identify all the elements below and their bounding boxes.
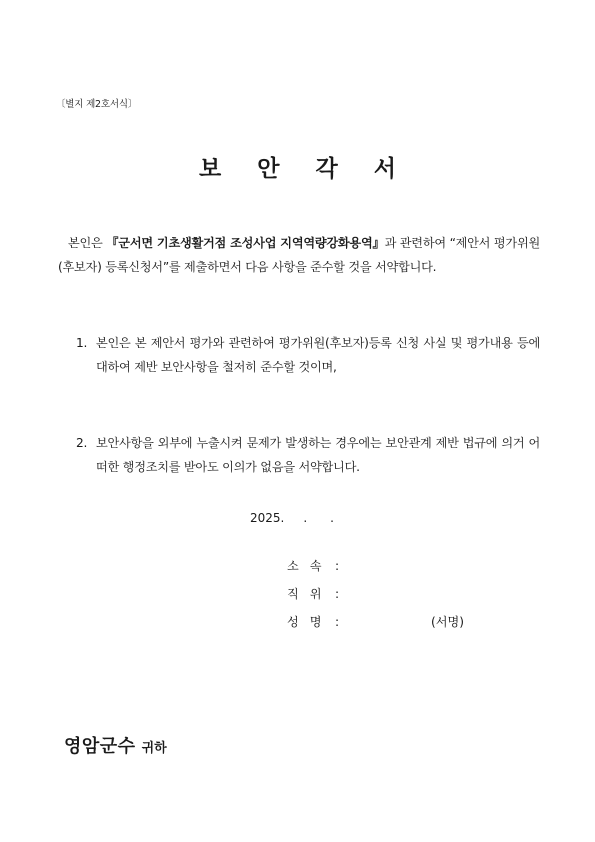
pledge-item-text: 보안사항을 외부에 누출시켜 문제가 발생하는 경우에는 보안관계 제반 법규에 의거 어떠한 행정조치를 받아도 이의가 없음을 서약합니다. [96,436,540,474]
addressee-suffix: 귀하 [141,741,167,756]
name-row [287,613,464,630]
document-title: 보 안 각 서 [199,156,410,182]
intro-paragraph [58,231,540,279]
addressee-name: 영암군수 [64,736,136,757]
position-label: 직위 [287,587,333,601]
addressee [64,732,167,758]
pledge-item-text: 본인은 본 제안서 평가와 관련하여 평가위원(후보자)등록 신청 사실 및 평가내용 등에 대하여 제반 보안사항을 철저히 준수할 것이며, [96,336,540,374]
intro-prefix: 본인은 [68,236,107,250]
form-number-label: 〔별지 제2호서식〕 [56,99,138,110]
position-row [287,585,345,602]
pledge-item-number: 1. [76,336,88,350]
affiliation-row [287,557,345,574]
pledge-item-2 [76,431,540,479]
date-line: 2025. . . [250,511,334,525]
project-name: 『군서면 기초생활거점 조성사업 지역역량강화용역』 [106,236,385,250]
name-label: 성명 [287,615,333,629]
colon: : [335,559,340,573]
pledge-item-number: 2. [76,436,88,450]
colon: : [335,587,340,601]
intro-suffix: 과 관련하여 “제안서 평가위원(후보자) 등록신청서”를 제출하면서 다음 사항을 준수할 것을 서약합니다. [58,236,540,274]
signature-placeholder: (서명) [431,615,465,629]
colon: : [335,615,340,629]
affiliation-label: 소속 [287,559,333,573]
pledge-item-1 [76,331,540,379]
